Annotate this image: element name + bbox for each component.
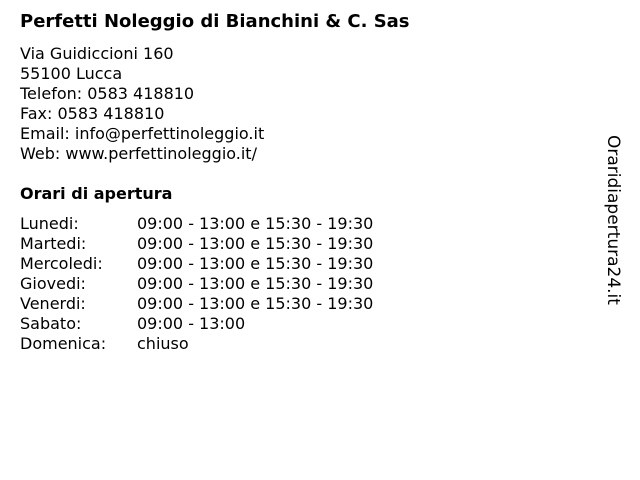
city-line: 55100 Lucca xyxy=(20,64,123,83)
day-hours: chiuso xyxy=(137,334,189,353)
opening-hours-heading: Orari di apertura xyxy=(20,184,173,203)
business-name: Perfetti Noleggio di Bianchini & C. Sas xyxy=(20,11,410,32)
day-hours: 09:00 - 13:00 e 15:30 - 19:30 xyxy=(137,214,374,233)
day-label: Martedi: xyxy=(20,234,87,253)
day-label: Lunedi: xyxy=(20,214,79,233)
email-line: Email: info@perfettinoleggio.it xyxy=(20,124,265,143)
day-label: Venerdi: xyxy=(20,294,86,313)
site-watermark-text: Oraridiapertura24.it xyxy=(603,135,623,305)
day-label: Mercoledi: xyxy=(20,254,103,273)
day-label: Giovedi: xyxy=(20,274,86,293)
contact-info xyxy=(20,44,264,164)
day-label: Sabato: xyxy=(20,314,82,333)
day-hours: 09:00 - 13:00 e 15:30 - 19:30 xyxy=(137,294,374,313)
day-hours: 09:00 - 13:00 e 15:30 - 19:30 xyxy=(137,254,374,273)
day-label: Domenica: xyxy=(20,334,107,353)
phone-line: Telefon: 0583 418810 xyxy=(20,84,195,103)
address-line: Via Guidiccioni 160 xyxy=(20,44,174,63)
web-line: Web: www.perfettinoleggio.it/ xyxy=(20,144,257,163)
site-watermark xyxy=(603,135,635,307)
fax-line: Fax: 0583 418810 xyxy=(20,104,165,123)
day-hours: 09:00 - 13:00 xyxy=(137,314,246,333)
day-hours: 09:00 - 13:00 e 15:30 - 19:30 xyxy=(137,274,374,293)
day-hours: 09:00 - 13:00 e 15:30 - 19:30 xyxy=(137,234,374,253)
